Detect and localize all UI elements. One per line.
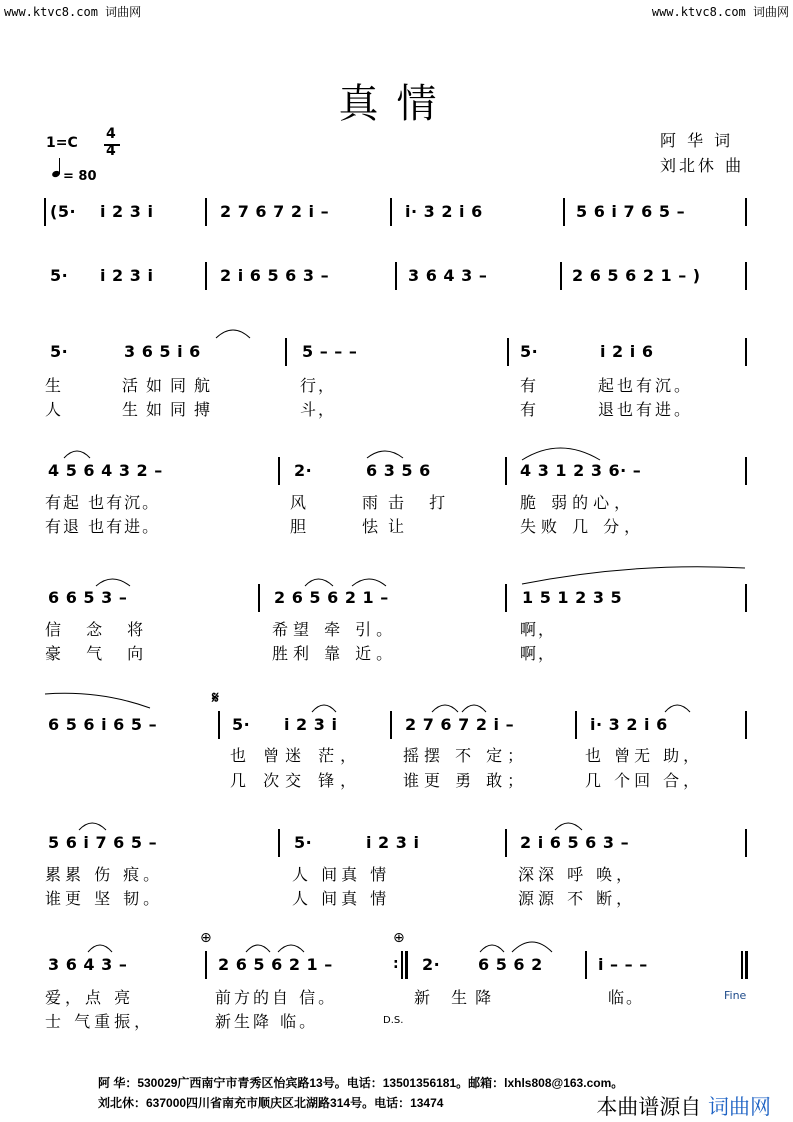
time-signature-bottom: 4 (106, 143, 116, 159)
slur (45, 693, 150, 708)
fine-marking: Fine (724, 989, 747, 1002)
slur (555, 823, 582, 830)
score-measure: 5· (50, 266, 69, 285)
slur (462, 705, 486, 712)
coda-icon: ⊕ (393, 930, 405, 946)
score-measure: 5· (232, 715, 251, 734)
score-measure: i 2 3 i (100, 266, 154, 285)
slur (79, 823, 106, 830)
slur (96, 579, 130, 586)
score-measure: 2· (422, 955, 441, 974)
score-measure: 4 5 6 4 3 2 – (48, 461, 163, 480)
slur (64, 451, 90, 458)
score-measure: 5· (520, 342, 539, 361)
slur (246, 945, 270, 952)
watermark-left: www.ktvc8.com 词曲网 (4, 5, 142, 19)
repeat-dots: : (393, 956, 399, 972)
score-measure: 6 3 5 6 (366, 461, 431, 480)
lyric-text: 人 (45, 400, 64, 419)
score-measure: 4 3 1 2 3 6· – (520, 461, 642, 480)
lyric-text: 有退 也有进。 (45, 517, 161, 536)
slur (512, 942, 552, 952)
lyric-text: 风 (290, 493, 309, 512)
footer-contact-composer: 刘北休：637000四川省南充市顺庆区北湖路314号。电话：13474 (98, 1096, 444, 1110)
score-measure: 2 i 6 5 6 3 – (520, 833, 630, 852)
lyric-text: 啊， (520, 620, 557, 639)
site-logo (596, 1091, 771, 1121)
lyric-text: 深深 呼 唤， (518, 865, 637, 884)
lyricist-credit: 阿 华 词 (660, 131, 734, 150)
footer-contact-lyricist: 阿 华：530029广西南宁市青秀区怡宾路13号。电话：13501356181。邮箱：lxhls808@163.com。 (98, 1076, 624, 1090)
score-measure: 3 6 5 i 6 (124, 342, 201, 361)
score-measure: i· 3 2 i 6 (590, 715, 668, 734)
song-title: 真情 (338, 81, 455, 127)
lyric-text: 希望 牵 引。 (272, 620, 398, 639)
slur (432, 705, 458, 712)
lyric-text: 源源 不 断， (518, 889, 637, 908)
score-measure: 2 6 5 6 2 1 – (274, 588, 389, 607)
lyric-text: 士 气重振， (45, 1012, 155, 1031)
lyric-text: 怯让 (362, 517, 415, 536)
lyric-text: 也 曾迷 茫， (230, 746, 363, 765)
time-signature-top: 4 (106, 126, 116, 142)
lyric-text: 啊， (520, 644, 557, 663)
score-measure: 3 6 4 3 – (408, 266, 488, 285)
lyric-text: 人 间真 情 (292, 889, 391, 908)
score-measure: 3 6 4 3 – (48, 955, 128, 974)
coda-icon: ⊕ (200, 930, 212, 946)
lyric-text: 信 念 将 (45, 620, 154, 639)
ds-marking: D.S. (383, 1015, 404, 1026)
slur (312, 705, 336, 712)
score-measure: i· 3 2 i 6 (405, 202, 483, 221)
lyric-text: 失败 几 分， (520, 517, 646, 536)
lyric-text: 行， (300, 376, 337, 395)
lyric-text: 胜利 靠 近。 (272, 644, 398, 663)
score-measure: 5· (294, 833, 313, 852)
score-measure: i 2 3 i (284, 715, 338, 734)
score-measure: 6 6 5 3 – (48, 588, 128, 607)
lyric-text: 临。 (608, 988, 645, 1007)
score-measure: (5· (50, 202, 77, 221)
lyric-text: 前方的自 信。 (215, 988, 338, 1007)
lyric-text: 人 间真 情 (292, 865, 391, 884)
score-measure: 2 6 5 6 2 1 – (218, 955, 333, 974)
score-measure: 5 6 i 7 6 5 – (576, 202, 686, 221)
lyric-text: 有起 也有沉。 (45, 493, 161, 512)
slur (665, 705, 690, 712)
key-signature: 1=C (46, 135, 78, 151)
score-measure: i 2 i 6 (600, 342, 654, 361)
lyric-text: 新生降 临。 (215, 1012, 319, 1031)
lyric-text: 爱，点 亮 (45, 988, 135, 1007)
lyric-text: 有 (520, 400, 539, 419)
lyric-text: 斗， (300, 400, 337, 419)
lyric-text: 生如同搏 (122, 400, 219, 419)
lyric-text: 谁更 勇 敢； (403, 771, 529, 790)
slur (88, 945, 112, 952)
score-measure: i 2 3 i (100, 202, 154, 221)
lyric-text: 豪 气 向 (45, 644, 154, 663)
score-measure: 2· (294, 461, 313, 480)
score-measure: 2 7 6 7 2 i – (220, 202, 330, 221)
composer-credit: 刘北休 曲 (660, 156, 745, 175)
score-measure: 6 5 6 i 6 5 – (48, 715, 158, 734)
lyric-text: 累累 伤 痕。 (45, 865, 164, 884)
tempo-marking: = 80 (63, 169, 97, 184)
lyric-text: 退也有进。 (598, 400, 694, 419)
logo-text: 本曲谱源自 (596, 1095, 702, 1119)
slur (367, 451, 403, 458)
watermark-right: www.ktvc8.com 词曲网 (651, 5, 789, 19)
slur (305, 579, 333, 586)
lyric-text: 生 (45, 376, 64, 395)
score-measure: 6 5 6 2 (478, 955, 543, 974)
score-measure: 5 6 i 7 6 5 – (48, 833, 158, 852)
score-measure: 2 7 6 7 2 i – (405, 715, 515, 734)
slur (480, 945, 504, 952)
score-measure: 1 5 1 2 3 5 (522, 588, 623, 607)
segno-icon: 𝄋 (212, 688, 219, 707)
lyric-text: 胆 (290, 517, 309, 536)
score-measure: i 2 3 i (366, 833, 420, 852)
slur (278, 945, 304, 952)
lyric-text: 雨击 打 (362, 493, 456, 512)
score-measure: i – – – (598, 955, 648, 974)
score-measure: 5 – – – (302, 342, 358, 361)
lyric-text: 也 曾无 助， (585, 746, 704, 765)
lyric-text: 几 个回 合， (585, 771, 704, 790)
lyric-text: 新 生降 (414, 988, 500, 1007)
score-measure: 2 i 6 5 6 3 – (220, 266, 330, 285)
lyric-text: 几 次交 锋， (230, 771, 363, 790)
slur (352, 579, 386, 586)
lyric-text: 摇摆 不 定； (403, 746, 529, 765)
score-measure: 2 6 5 6 2 1 – ) (572, 266, 701, 285)
lyric-text: 活如同航 (122, 376, 219, 395)
slur (522, 448, 600, 460)
lyric-text: 谁更 坚 韧。 (45, 889, 164, 908)
slur (216, 330, 250, 338)
lyric-text: 有 (520, 376, 539, 395)
score-measure: 5· (50, 342, 69, 361)
lyric-text: 起也有沉。 (598, 376, 694, 395)
logo-brand: 词曲网 (708, 1095, 771, 1119)
lyric-text: 脆 弱的心， (520, 493, 636, 512)
slur (522, 567, 745, 584)
